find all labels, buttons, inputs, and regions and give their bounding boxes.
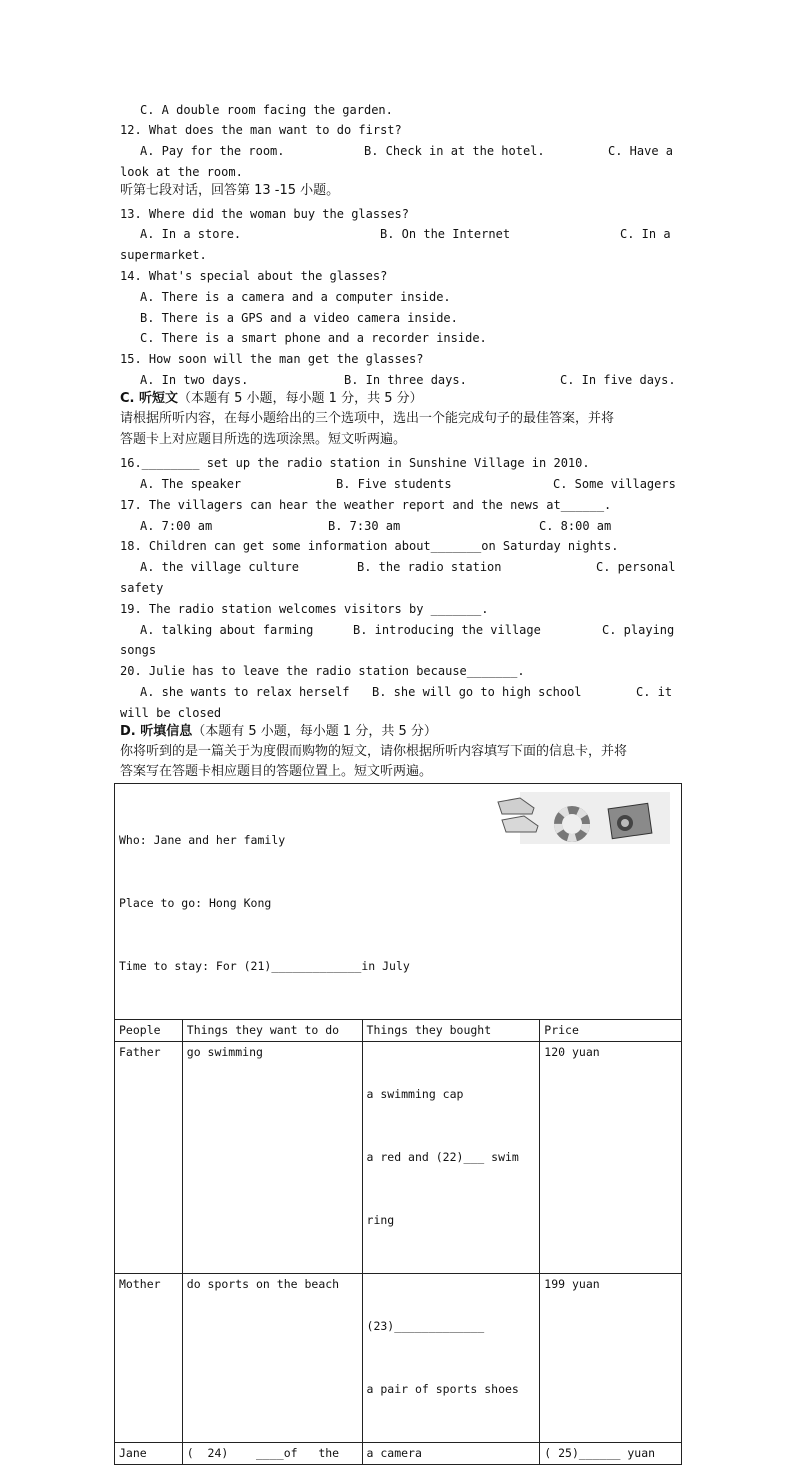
q11-option-c: C. A double room facing the garden.: [140, 103, 393, 117]
q13-option-b: B. On the Internet: [380, 227, 511, 241]
row-bought: [362, 1042, 540, 1274]
vacation-items-illustration: [490, 790, 670, 846]
q14-option-c: C. There is a smart phone and a recorder inside.: [140, 331, 487, 345]
row-price: 199 yuan: [540, 1274, 682, 1443]
q16-option-c: C. Some villagers: [553, 477, 676, 491]
q13-option-a: A. In a store.: [140, 227, 242, 241]
camera-icon: [608, 803, 652, 838]
header-people: People: [115, 1020, 183, 1042]
q17-option-c: C. 8:00 am: [539, 519, 612, 533]
q16-option-b: B. Five students: [336, 477, 452, 491]
row-price: ( 25)______ yuan: [540, 1443, 682, 1465]
q19-option-b: B. introducing the village: [353, 623, 541, 637]
part-c-instruction-1: 请根据所听内容，在每小题给出的三个选项中，选出一个能完成句子的最佳答案，并将: [120, 411, 615, 426]
q20-option-a: A. she wants to relax herself: [140, 685, 350, 699]
part-d-instruction-1: 你将听到的是一篇关于为度假而购物的短文，请你根据所听内容填写下面的信息卡，并将: [120, 744, 628, 759]
q19-option-c: C. playing: [602, 623, 675, 637]
table-row: [115, 1443, 682, 1465]
q18-stem: 18. Children can get some information about_______on Saturday nights.: [120, 539, 619, 553]
q13-option-c: C. In a: [620, 227, 671, 241]
row-bought: [362, 1274, 540, 1443]
card-who: Who: Jane and her family: [119, 833, 286, 847]
header-want: Things they want to do: [182, 1020, 362, 1042]
part-d-heading-note: （本题有 5 小题，每小题 1 分，共 5 分）: [192, 724, 437, 739]
q12-option-a: A. Pay for the room.: [140, 144, 285, 158]
info-card-table: [114, 783, 682, 1465]
dialog7-instruction: 听第七段对话，回答第 13 -15 小题。: [120, 183, 340, 198]
q16-stem: 16.________ set up the radio station in Sunshine Village in 2010.: [120, 456, 590, 470]
row-want: go swimming: [182, 1042, 362, 1274]
card-time: Time to stay: For (21)_____________in July: [119, 959, 410, 973]
q19-stem: 19. The radio station welcomes visitors by _______.: [120, 602, 489, 616]
q15-stem: 15. How soon will the man get the glasses?: [120, 352, 424, 366]
row-want: ( 24) ____of the: [182, 1443, 362, 1465]
q20-option-c-cont: will be closed: [120, 706, 222, 720]
header-bought: Things they bought: [362, 1020, 540, 1042]
row-people: Mother: [115, 1274, 183, 1443]
part-c-instruction-2: 答题卡上对应题目所选的选项涂黑。短文听两遍。: [120, 432, 407, 447]
row-want: do sports on the beach: [182, 1274, 362, 1443]
q12-option-c: C. Have a: [608, 144, 674, 158]
q15-option-c: C. In five days.: [560, 373, 676, 387]
q12-option-b: B. Check in at the hotel.: [364, 144, 545, 158]
q20-option-c: C. it: [636, 685, 673, 699]
q12-stem: 12. What does the man want to do first?: [120, 123, 402, 137]
table-header-row: [115, 1020, 682, 1042]
q17-option-b: B. 7:30 am: [328, 519, 401, 533]
q16-option-a: A. The speaker: [140, 477, 242, 491]
row-people: Father: [115, 1042, 183, 1274]
q14-option-a: A. There is a camera and a computer inside.: [140, 290, 451, 304]
q19-option-c-cont: songs: [120, 643, 157, 657]
q17-option-a: A. 7:00 am: [140, 519, 213, 533]
q14-stem: 14. What's special about the glasses?: [120, 269, 388, 283]
part-c-heading-line: [120, 391, 423, 407]
q15-option-a: A. In two days.: [140, 373, 249, 387]
q18-option-a: A. the village culture: [140, 560, 299, 574]
part-d-heading-line: [120, 724, 437, 740]
q18-option-c-cont: safety: [120, 581, 164, 595]
part-d-instruction-2: 答案写在答题卡相应题目的答题位置上。短文听两遍。: [120, 764, 433, 779]
q17-stem: 17. The villagers can hear the weather report and the news at______.: [120, 498, 612, 512]
q13-option-c-cont: supermarket.: [120, 248, 207, 262]
part-c-heading-note: （本题有 5 小题，每小题 1 分，共 5 分）: [178, 391, 423, 406]
part-d-heading: D. 听填信息: [120, 724, 193, 739]
bought-item: ring: [366, 1213, 395, 1227]
bought-item: a red and (22)___ swim: [366, 1150, 519, 1164]
q15-option-b: B. In three days.: [344, 373, 467, 387]
part-c-heading: C. 听短文: [120, 391, 179, 406]
row-bought: a camera: [362, 1443, 540, 1465]
q18-option-b: B. the radio station: [357, 560, 502, 574]
table-row: [115, 1274, 682, 1443]
bought-item: (23)_____________: [366, 1319, 485, 1333]
card-place: Place to go: Hong Kong: [119, 896, 272, 910]
q19-option-a: A. talking about farming: [140, 623, 314, 637]
row-people: Jane: [115, 1443, 183, 1465]
q18-option-c: C. personal: [596, 560, 676, 574]
bought-item: a swimming cap: [366, 1087, 464, 1101]
header-price: Price: [540, 1020, 682, 1042]
q13-stem: 13. Where did the woman buy the glasses?: [120, 207, 409, 221]
q20-option-b: B. she will go to high school: [372, 685, 582, 699]
q14-option-b: B. There is a GPS and a video camera inside.: [140, 311, 458, 325]
q12-option-c-cont: look at the room.: [120, 165, 243, 179]
bought-item: a pair of sports shoes: [366, 1382, 519, 1396]
row-price: 120 yuan: [540, 1042, 682, 1274]
table-row: [115, 1042, 682, 1274]
q20-stem: 20. Julie has to leave the radio station because_______.: [120, 664, 525, 678]
